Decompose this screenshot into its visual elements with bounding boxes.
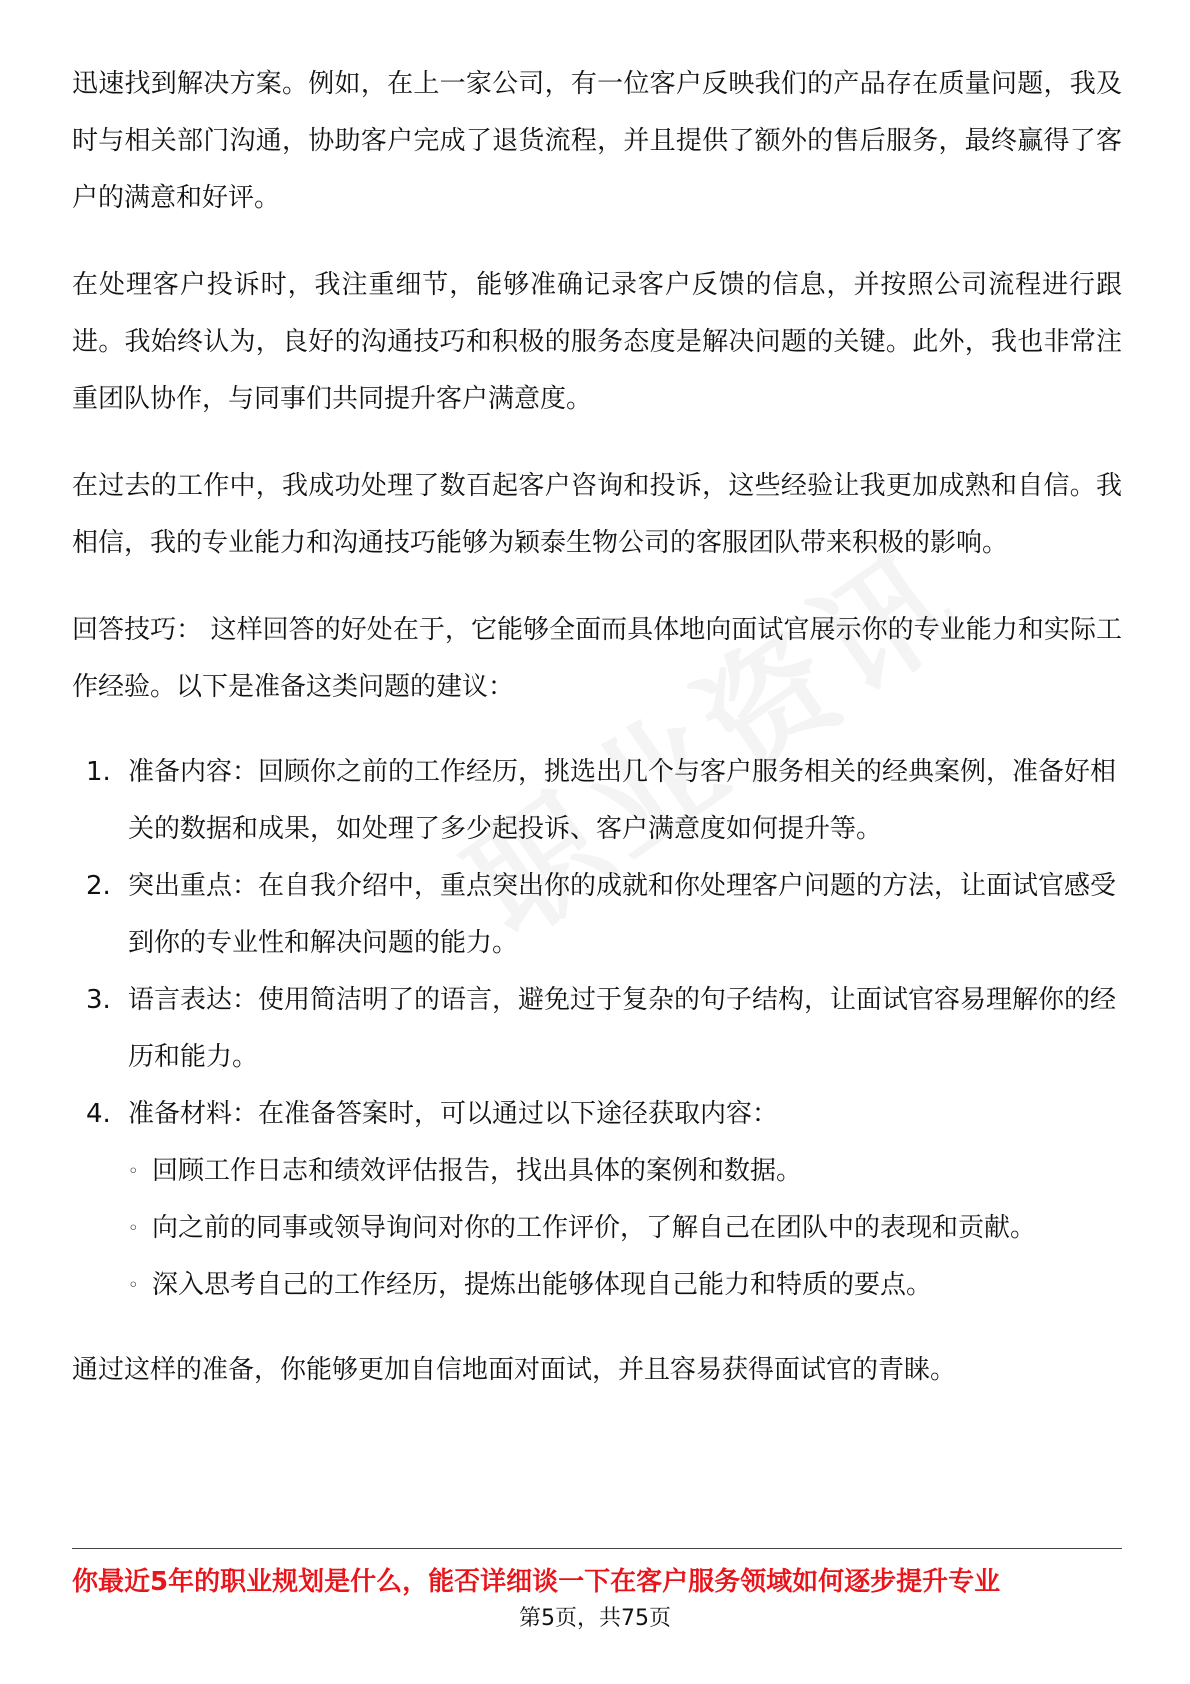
tip-item [72,858,1122,972]
page-content [72,56,1122,1425]
sub-list-item [128,1200,1122,1257]
next-question-heading: 你最近5年的职业规划是什么，能否详细谈一下在客户服务领域如何逐步提升专业 [72,1567,1001,1597]
hollow-bullet-icon: ◦ [128,1275,139,1296]
answer-tips-intro: 回答技巧： 这样回答的好处在于，它能够全面而具体地向面试官展示你的专业能力和实际工作经验。以下是准备这类问题的建议： [72,615,1122,702]
paragraph-1: 迅速找到解决方案。例如，在上一家公司，有一位客户反映我们的产品存在质量问题，我及时与相关部门沟通，协助客户完成了退货流程，并且提供了额外的售后服务，最终赢得了客户的满意和好评。 [72,69,1122,213]
closing-paragraph: 通过这样的准备，你能够更加自信地面对面试，并且容易获得面试官的青睐。 [72,1355,957,1385]
tip-text: 突出重点：在自我介绍中，重点突出你的成就和你处理客户问题的方法，让面试官感受到你的专业性和解决问题的能力。 [128,871,1117,958]
tip-number: 4. [86,1099,111,1129]
tip-number: 3. [86,985,111,1015]
sub-item-text: 向之前的同事或领导询问对你的工作评价，了解自己在团队中的表现和贡献。 [152,1213,1037,1243]
tip-number: 1. [86,757,111,787]
tip-text: 准备内容：回顾你之前的工作经历，挑选出几个与客户服务相关的经典案例，准备好相关的数据和成果，如处理了多少起投诉、客户满意度如何提升等。 [128,757,1117,844]
sub-item-text: 回顾工作日志和绩效评估报告，找出具体的案例和数据。 [152,1156,803,1186]
sub-list [128,1143,1122,1314]
tip-item [72,744,1122,858]
footer-divider [72,1548,1122,1549]
paragraph-3: 在过去的工作中，我成功处理了数百起客户咨询和投诉，这些经验让我更加成熟和自信。我相信，我的专业能力和沟通技巧能够为颖泰生物公司的客服团队带来积极的影响。 [72,471,1122,558]
sub-item-text: 深入思考自己的工作经历，提炼出能够体现自己能力和特质的要点。 [152,1270,933,1300]
sub-list-item [128,1143,1122,1200]
tip-item [72,1086,1122,1314]
sub-list-item [128,1257,1122,1314]
tip-text: 语言表达：使用简洁明了的语言，避免过于复杂的句子结构，让面试官容易理解你的经历和能力。 [128,985,1117,1072]
hollow-bullet-icon: ◦ [128,1161,139,1182]
tip-number: 2. [86,871,111,901]
tips-list [72,744,1122,1314]
hollow-bullet-icon: ◦ [128,1218,139,1239]
tip-text: 准备材料：在准备答案时，可以通过以下途径获取内容： [128,1099,779,1129]
tip-item [72,972,1122,1086]
paragraph-2: 在处理客户投诉时，我注重细节，能够准确记录客户反馈的信息，并按照公司流程进行跟进。我始终认为，良好的沟通技巧和积极的服务态度是解决问题的关键。此外，我也非常注重团队协作，与同事们共同提升客户满意度。 [72,270,1122,414]
page-number: 第5页，共75页 [519,1606,671,1631]
